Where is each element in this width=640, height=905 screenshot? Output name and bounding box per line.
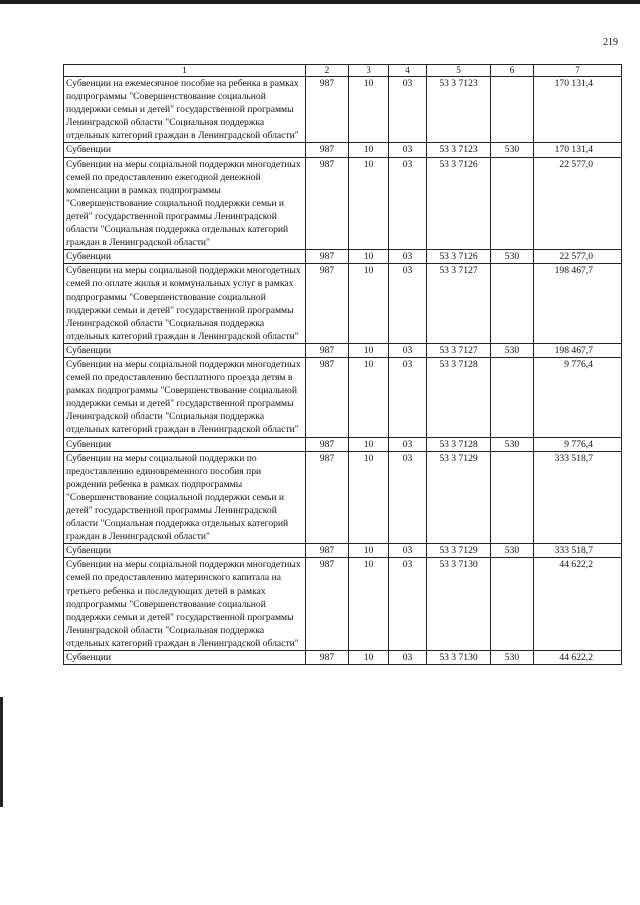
table-row [64,77,622,143]
row-value-cell: 987 [306,558,349,651]
column-header: 3 [349,65,389,77]
row-value-cell: 333 518,7 [534,451,622,544]
row-description-cell: Субвенции [64,544,306,558]
row-value-cell: 530 [491,544,534,558]
row-description-cell: Субвенции [64,143,306,157]
column-header: 4 [389,65,427,77]
row-value-cell: 10 [349,451,389,544]
table-row [64,143,622,157]
row-value-cell: 10 [349,250,389,264]
row-description-cell: Субвенции на меры социальной поддержки многодетных семей по оплате жилья и коммунальных услуг в рамках подпрограммы "Совершенствование социальной поддержки семьи и детей" государственной программы Ленинградской области "Социальная поддержка отдельных категорий граждан в Ленинградской области" [64,264,306,344]
row-value-cell: 53 3 7127 [427,343,491,357]
row-value-cell: 53 3 7126 [427,157,491,250]
row-value-cell: 53 3 7128 [427,357,491,437]
column-header: 7 [534,65,622,77]
row-value-cell: 198 467,7 [534,343,622,357]
row-value-cell [491,264,534,344]
row-value-cell: 10 [349,357,389,437]
row-value-cell: 987 [306,143,349,157]
row-value-cell: 10 [349,544,389,558]
row-value-cell: 10 [349,77,389,143]
row-value-cell: 987 [306,157,349,250]
row-value-cell: 53 3 7129 [427,544,491,558]
row-description-cell: Субвенции на ежемесячное пособие на ребенка в рамках подпрограммы "Совершенствование социальной поддержки семьи и детей" государственной программы Ленинградской области "Социальная поддержка отдельных категорий граждан в Ленинградской области" [64,77,306,143]
row-value-cell: 987 [306,651,349,665]
budget-table [63,64,622,665]
row-value-cell: 03 [389,651,427,665]
row-value-cell: 03 [389,558,427,651]
row-value-cell: 987 [306,343,349,357]
row-value-cell: 9 776,4 [534,357,622,437]
row-value-cell: 03 [389,451,427,544]
row-description-cell: Субвенции на меры социальной поддержки многодетных семей по предоставлению бесплатного проезда детям в рамках подпрограммы "Совершенствование социальной поддержки семьи и детей" государственной программы Ленинградской области "Социальная поддержка отдельных категорий граждан в Ленинградской области" [64,357,306,437]
row-value-cell: 530 [491,651,534,665]
table-row [64,157,622,250]
row-value-cell: 530 [491,143,534,157]
row-value-cell: 03 [389,143,427,157]
row-value-cell: 53 3 7129 [427,451,491,544]
table-row [64,451,622,544]
row-value-cell: 530 [491,437,534,451]
row-value-cell: 987 [306,250,349,264]
row-value-cell: 10 [349,343,389,357]
row-description-cell: Субвенции [64,343,306,357]
table-header-row [64,65,622,77]
row-value-cell: 170 131,4 [534,77,622,143]
row-value-cell: 03 [389,250,427,264]
row-value-cell: 03 [389,157,427,250]
scan-edge-mark [0,697,3,807]
row-description-cell: Субвенции [64,250,306,264]
row-value-cell: 987 [306,437,349,451]
row-value-cell: 987 [306,77,349,143]
table-row [64,544,622,558]
row-value-cell: 44 622,2 [534,558,622,651]
row-value-cell [491,157,534,250]
row-value-cell: 53 3 7128 [427,437,491,451]
column-header: 5 [427,65,491,77]
row-value-cell [491,558,534,651]
row-value-cell [491,77,534,143]
row-description-cell: Субвенции на меры социальной поддержки по предоставлению единовременного пособия при рождении ребенка в рамках подпрограммы "Совершенствование социальной поддержки семьи и детей" государственной программы Ленинградской области "Социальная поддержка отдельных категорий граждан в Ленинградской области" [64,451,306,544]
row-value-cell: 03 [389,343,427,357]
row-value-cell: 03 [389,357,427,437]
row-value-cell: 53 3 7130 [427,558,491,651]
row-value-cell: 9 776,4 [534,437,622,451]
row-value-cell: 10 [349,264,389,344]
row-description-cell: Субвенции [64,651,306,665]
row-value-cell: 03 [389,264,427,344]
row-value-cell: 530 [491,343,534,357]
row-value-cell: 53 3 7123 [427,77,491,143]
table-row [64,343,622,357]
row-value-cell [491,357,534,437]
row-value-cell: 10 [349,157,389,250]
table-row [64,264,622,344]
top-border-rule [0,0,640,4]
row-value-cell: 333 518,7 [534,544,622,558]
row-value-cell: 03 [389,77,427,143]
column-header: 1 [64,65,306,77]
row-description-cell: Субвенции на меры социальной поддержки многодетных семей по предоставлению материнского капитала на третьего ребенка и последующих детей в рамках подпрограммы "Совершенствование социальной поддержки семьи и детей" государственной программы Ленинградской области "Социальная поддержка отдельных категорий граждан в Ленинградской области" [64,558,306,651]
row-value-cell: 53 3 7126 [427,250,491,264]
row-value-cell: 53 3 7130 [427,651,491,665]
row-value-cell: 987 [306,544,349,558]
row-value-cell: 198 467,7 [534,264,622,344]
table-row [64,437,622,451]
row-value-cell: 10 [349,651,389,665]
row-value-cell: 987 [306,264,349,344]
row-value-cell: 10 [349,558,389,651]
row-description-cell: Субвенции [64,437,306,451]
row-value-cell: 10 [349,143,389,157]
row-value-cell: 53 3 7123 [427,143,491,157]
table-row [64,651,622,665]
row-value-cell: 03 [389,544,427,558]
row-value-cell: 22 577,0 [534,157,622,250]
row-value-cell: 44 622,2 [534,651,622,665]
row-description-cell: Субвенции на меры социальной поддержки многодетных семей по предоставлению ежегодной денежной компенсации в рамках подпрограммы "Совершенствование социальной поддержки семьи и детей" государственной программы Ленинградской области "Социальная поддержка отдельных категорий граждан в Ленинградской области" [64,157,306,250]
row-value-cell: 987 [306,357,349,437]
row-value-cell: 22 577,0 [534,250,622,264]
row-value-cell: 170 131,4 [534,143,622,157]
table-row [64,250,622,264]
row-value-cell [491,451,534,544]
page-number: 219 [603,37,618,48]
column-header: 2 [306,65,349,77]
row-value-cell: 987 [306,451,349,544]
row-value-cell: 03 [389,437,427,451]
table-row [64,357,622,437]
column-header: 6 [491,65,534,77]
row-value-cell: 53 3 7127 [427,264,491,344]
table-row [64,558,622,651]
row-value-cell: 10 [349,437,389,451]
row-value-cell: 530 [491,250,534,264]
